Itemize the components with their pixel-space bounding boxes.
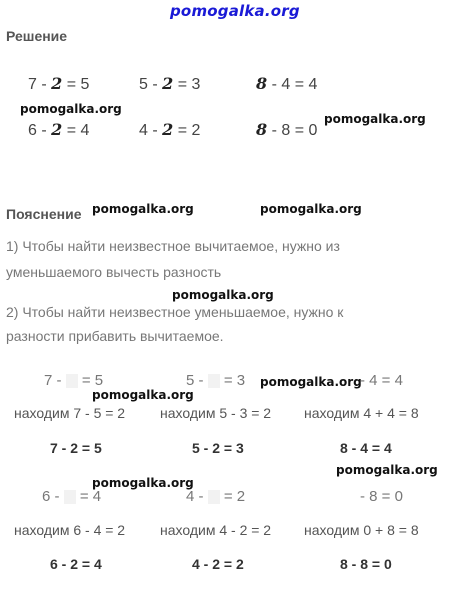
equation-operator: -: [41, 122, 47, 139]
solution-equation: 7 - 2 = 5: [28, 74, 90, 93]
answer: 8 - 4 = 4: [340, 440, 392, 456]
equation-minuend: 6: [28, 122, 37, 139]
watermark: pomogalka.org: [172, 288, 274, 302]
answer: 8 - 8 = 0: [340, 556, 392, 572]
watermark: pomogalka.org: [260, 202, 362, 216]
equation-operator: -: [152, 122, 158, 139]
watermark: pomogalka.org: [20, 102, 122, 116]
explanation-heading: Пояснение: [6, 206, 82, 222]
find-step: находим 5 - 3 = 2: [160, 405, 272, 421]
example-task: 4 - = 2: [186, 488, 246, 505]
handwritten-digit: 2: [51, 120, 63, 139]
handwritten-digit: 2: [162, 74, 174, 93]
equation-result: 3: [191, 76, 201, 93]
handwritten-digit: 8: [256, 74, 268, 93]
solution-equation: 5 - 2 = 3: [139, 74, 201, 93]
example-task: - 8 = 0: [360, 488, 403, 505]
handwritten-digit: 2: [162, 120, 174, 139]
answer: 7 - 2 = 5: [50, 440, 102, 456]
rule-1-line-2: уменьшаемого вычесть разность: [6, 264, 222, 280]
example-task: 6 - = 4: [42, 488, 102, 505]
equation-minuend: 5: [139, 76, 148, 93]
blank-box: [208, 374, 220, 388]
equation-result: 2: [191, 122, 201, 139]
equation-result: 5: [80, 76, 90, 93]
watermark: pomogalka.org: [336, 463, 438, 477]
equation-result: 0: [308, 122, 318, 139]
answer: 6 - 2 = 4: [50, 556, 102, 572]
example-task: 5 - = 3: [186, 372, 246, 389]
handwritten-digit: 2: [51, 74, 63, 93]
equation-operator: -: [41, 76, 47, 93]
find-step: находим 0 + 8 = 8: [304, 522, 419, 538]
rule-1-line-1: 1) Чтобы найти неизвестное вычитаемое, нужно из: [6, 238, 340, 254]
solution-equation: 8 - 8 = 0: [256, 120, 318, 139]
handwritten-digit: 8: [256, 120, 268, 139]
find-step: находим 4 - 2 = 2: [160, 522, 272, 538]
watermark: pomogalka.org: [92, 388, 194, 402]
equation-operator: -: [152, 76, 158, 93]
rule-2-line-1: 2) Чтобы найти неизвестное уменьшаемое, нужно к: [6, 304, 344, 320]
equation-result: 4: [80, 122, 90, 139]
solution-equation: 4 - 2 = 2: [139, 120, 201, 139]
solution-equation: 8 - 4 = 4: [256, 74, 318, 93]
equation-subtrahend: 8: [281, 122, 291, 139]
watermark-top: pomogalka.org: [170, 2, 300, 20]
blank-box: [208, 490, 220, 504]
solution-heading: Решение: [6, 28, 68, 44]
find-step: находим 4 + 4 = 8: [304, 405, 419, 421]
watermark: pomogalka.org: [324, 112, 426, 126]
find-step: находим 6 - 4 = 2: [14, 522, 126, 538]
equation-minuend: 7: [28, 76, 37, 93]
blank-box: [64, 490, 76, 504]
solution-equation: 6 - 2 = 4: [28, 120, 90, 139]
equation-operator: -: [271, 76, 277, 93]
equation-subtrahend: 4: [281, 76, 291, 93]
find-step: находим 7 - 5 = 2: [14, 405, 126, 421]
answer: 5 - 2 = 3: [192, 440, 244, 456]
equation-result: 4: [308, 76, 318, 93]
watermark: pomogalka.org: [260, 375, 362, 389]
rule-2-line-2: разности прибавить вычитаемое.: [6, 328, 224, 344]
watermark: pomogalka.org: [92, 202, 194, 216]
equation-minuend: 4: [139, 122, 148, 139]
example-task: 7 - = 5: [44, 372, 104, 389]
answer: 4 - 2 = 2: [192, 556, 244, 572]
blank-box: [66, 374, 78, 388]
watermark: pomogalka.org: [92, 476, 194, 490]
example-task: - 4 = 4: [360, 372, 403, 389]
equation-operator: -: [271, 122, 277, 139]
